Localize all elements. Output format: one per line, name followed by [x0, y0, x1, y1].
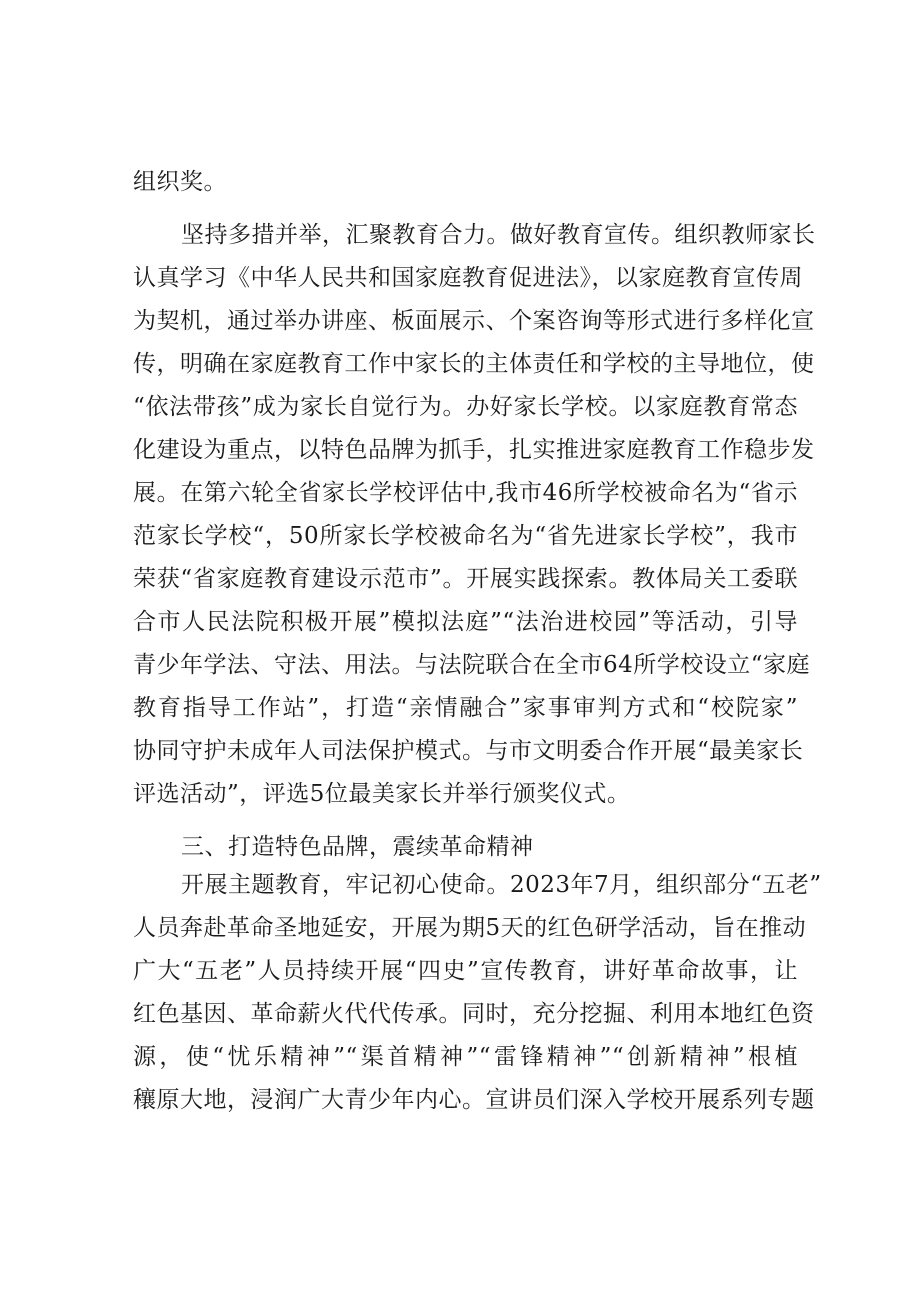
section-heading: 三、打造特色品牌，震续革命精神: [181, 834, 534, 860]
paragraph-line: 源，使“忧乐精神”“渠首精神”“雷锋精神”“创新精神”根植: [133, 1044, 798, 1070]
paragraph-line: 广大“五老”人员持续开展“四史”宣传教育，讲好革命故事，让: [133, 958, 798, 984]
paragraph-line: 协同守护未成年人司法保护模式。与市文明委合作开展“最美家长: [133, 738, 804, 764]
paragraph-line: 组织奖。: [133, 169, 227, 195]
paragraph-line: 青少年学法、守法、用法。与法院联合在全市64所学校设立“家庭: [133, 652, 811, 678]
paragraph-line: 荣获“省家庭教育建设示范市”。开展实践探索。教体局关工委联: [133, 566, 798, 592]
paragraph-line: 评选活动”，评选5位最美家长并举行颁奖仪式。: [133, 781, 631, 807]
paragraph-line: 合市人民法院积极开展”模拟法庭”“法治进校园”等活动，引导: [133, 609, 798, 635]
paragraph-line: 红色基因、革命薪火代代传承。同时，充分挖掘、利用本地红色资: [133, 1001, 815, 1027]
paragraph-line: 为契机，通过举办讲座、板面展示、个案咨询等形式进行多样化宣: [133, 308, 815, 334]
paragraph-line: 穰原大地，浸润广大青少年内心。宣讲员们深入学校开展系列专题: [133, 1087, 815, 1113]
paragraph-line: 范家长学校“，50所家长学校被命名为“省先进家长学校”，我市: [133, 523, 798, 549]
paragraph-line: 展。在第六轮全省家长学校评估中,我市46所学校被命名为“省示: [133, 480, 798, 506]
paragraph-line: 开展主题教育，牢记初心使命。2023年7月，组织部分“五老”: [181, 872, 822, 898]
paragraph-line: 人员奔赴革命圣地延安，开展为期5天的红色研学活动，旨在推动: [133, 915, 807, 941]
paragraph-line: 传，明确在家庭教育工作中家长的主体责任和学校的主导地位，使: [133, 351, 815, 377]
paragraph-line: 认真学习《中华人民共和国家庭教育促进法》，以家庭教育宣传周: [133, 265, 803, 291]
paragraph-line: “依法带孩”成为家长自觉行为。办好家长学校。以家庭教育常态: [133, 394, 798, 420]
paragraph-line: 化建设为重点，以特色品牌为抓手，扎实推进家庭教育工作稳步发: [133, 437, 815, 463]
paragraph-line: 教育指导工作站”，打造“亲情融合”家事审判方式和“校院家”: [133, 695, 798, 721]
paragraph-line: 坚持多措并举，汇聚教育合力。做好教育宣传。组织教师家长: [181, 222, 816, 248]
